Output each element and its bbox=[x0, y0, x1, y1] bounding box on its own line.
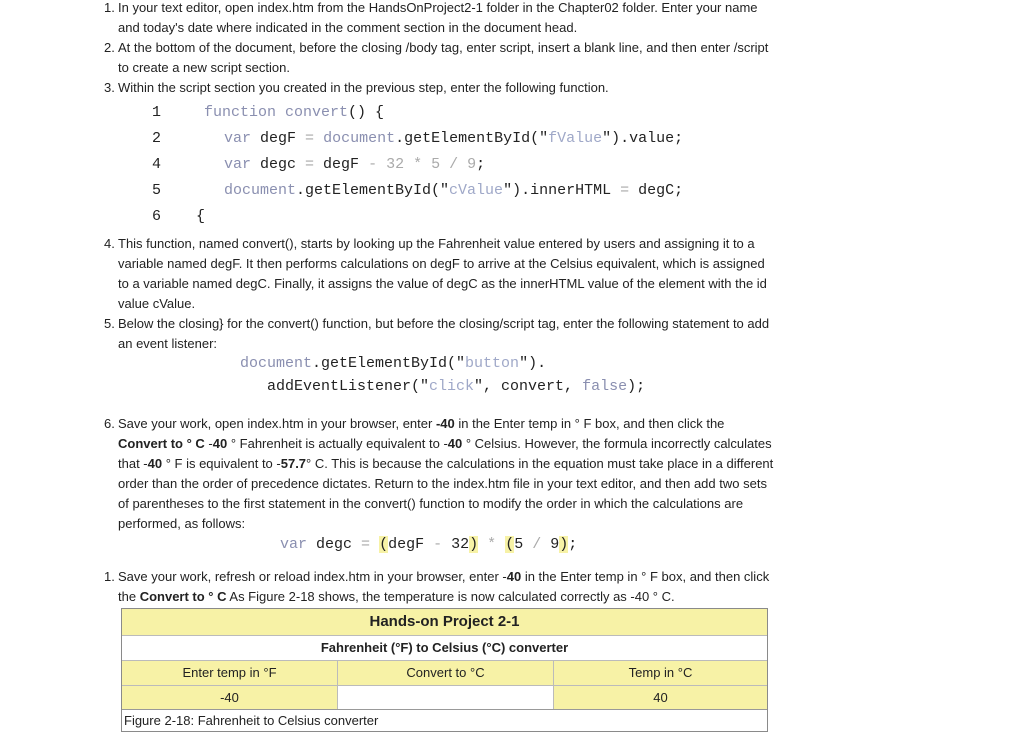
step-6 bbox=[104, 414, 774, 534]
step-text: This function, named convert(), starts by looking up the Fahrenheit value entered by users and assigning it to a variable named degF. It then performs calculations on degF to arrive at the Celsius equivalent, which is assigned to a variable named degC. Finally, it assigns the value of degC as the innerHTML value of the element with the id value cValue. bbox=[118, 236, 767, 311]
line-number: 6 bbox=[152, 208, 162, 225]
step-number: 6. bbox=[104, 416, 115, 431]
code-line: addEventListener("click", convert, false); bbox=[267, 378, 646, 395]
step-text: Within the script section you created in the previous step, enter the following function. bbox=[118, 80, 609, 95]
fahrenheit-input[interactable]: -40 bbox=[122, 686, 338, 709]
line-number: 4 bbox=[152, 156, 162, 173]
step-4 bbox=[104, 234, 774, 314]
step-number: 1. bbox=[104, 569, 115, 584]
code-line: var degc = degF - 32 * 5 / 9; bbox=[224, 156, 486, 173]
step-text: In your text editor, open index.htm from the HandsOnProject2-1 folder in the Chapter02 folder. Enter your name and today's date where indicated in the comment section in the document head. bbox=[118, 0, 758, 35]
figure-title: Hands-on Project 2-1 bbox=[369, 613, 520, 630]
step-7 bbox=[104, 567, 774, 607]
step-3 bbox=[104, 78, 774, 98]
step-text: Save your work, refresh or reload index.htm in your browser, enter -40 in the Enter temp in ° F box, and then click the Convert to ° C As Figure 2-18 shows, the temperature is now calculated correctly as -40 ° C. bbox=[118, 569, 770, 604]
figure-value-row bbox=[122, 686, 767, 710]
figure-label-row bbox=[122, 661, 767, 686]
figure-subtitle: Fahrenheit (°F) to Celsius (°C) converter bbox=[320, 640, 569, 655]
step-text: At the bottom of the document, before the closing /body tag, enter script, insert a blank line, and then enter /script to create a new script section. bbox=[118, 40, 769, 75]
figure-caption: Figure 2-18: Fahrenheit to Celsius converter bbox=[124, 713, 379, 728]
code-line: document.getElementById("cValue").innerHTML = degC; bbox=[224, 182, 684, 199]
convert-button[interactable]: Convert to °C bbox=[338, 661, 554, 685]
figure-subtitle-row bbox=[122, 636, 767, 661]
step-number: 2. bbox=[104, 40, 115, 55]
figure-converter bbox=[121, 608, 768, 732]
temp-celsius-label: Temp in °C bbox=[628, 665, 693, 680]
code-line: var degF = document.getElementById("fValue").value; bbox=[224, 130, 684, 147]
step-text: Save your work, open index.htm in your browser, enter -40 in the Enter temp in ° F box, and then click the Convert to ° C -40 ° Fahrenheit is actually equivalent to -40 ° Celsius. However, the formula incorrectly calculates that -40 ° F is equivalent to -57.7° C. This is because the calculations in the equation must take place in a different order than the order of precedence dictates. Return to the index.htm file in your text editor, and then add two sets of parentheses to the first statement in the convert() function to modify the order in which the calculations are performed, as follows: bbox=[118, 416, 774, 531]
step-number: 3. bbox=[104, 80, 115, 95]
step-1 bbox=[104, 0, 774, 38]
code-line: { bbox=[196, 208, 206, 225]
step-text: Below the closing} for the convert() function, but before the closing/script tag, enter the following statement to add an event listener: bbox=[118, 316, 770, 351]
code-block-corrected: var degc = (degF - 32) * (5 / 9); bbox=[280, 536, 578, 553]
line-number: 1 bbox=[152, 104, 162, 121]
empty-cell bbox=[338, 686, 554, 709]
step-number: 1. bbox=[104, 0, 115, 15]
code-line: function convert() { bbox=[204, 104, 385, 121]
step-number: 5. bbox=[104, 316, 115, 331]
enter-temp-label: Enter temp in °F bbox=[122, 661, 338, 685]
line-number: 2 bbox=[152, 130, 162, 147]
figure-title-bar bbox=[122, 609, 767, 636]
step-2 bbox=[104, 38, 774, 78]
step-number: 4. bbox=[104, 236, 115, 251]
step-5 bbox=[104, 314, 774, 354]
code-line: document.getElementById("button"). bbox=[240, 355, 547, 372]
line-number: 5 bbox=[152, 182, 162, 199]
celsius-output: 40 bbox=[653, 690, 668, 705]
